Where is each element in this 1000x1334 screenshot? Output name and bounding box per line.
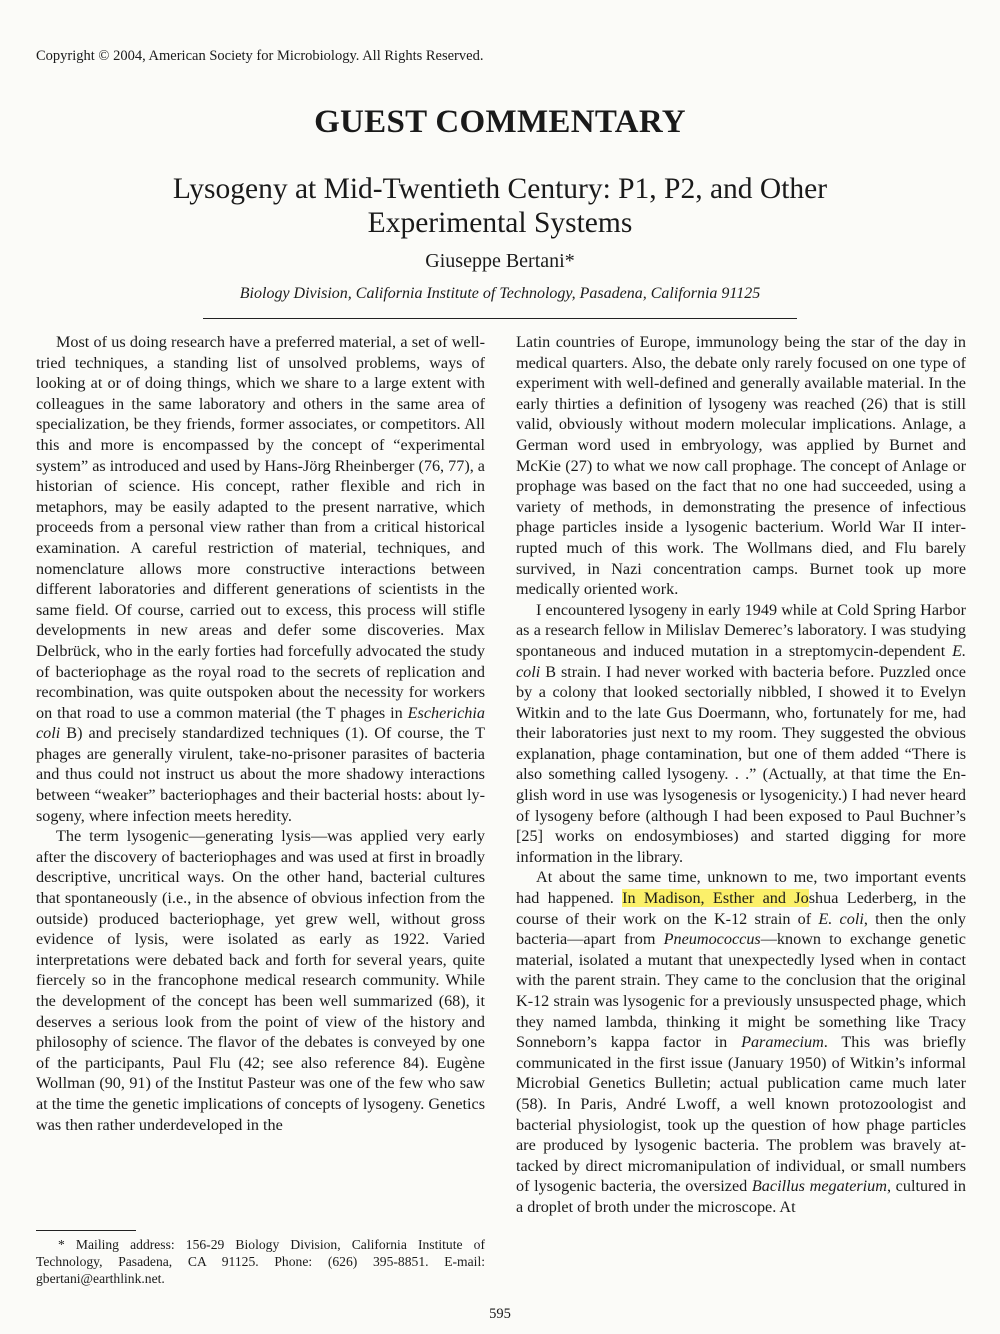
highlighted-text: In Madison, Esther and Jo	[622, 889, 809, 908]
left-column	[36, 332, 485, 1135]
section-heading: GUEST COMMENTARY	[314, 104, 686, 140]
text-run: —known to exchange genetic material, isolated a mutant that unexpectedly lysed when in contact with the parent strain. They came to the conclusion that the original K-12 strain was lysogenic for a previously unsuspected phage, which they named lambda, thinking it might be something like Tracy Sonneborn’s kappa factor in	[516, 930, 966, 1052]
title-divider	[203, 318, 797, 319]
text-run: I encountered lysogeny in early 1949 while at Cold Spring Harbor as a research fellow in Milislav Demerec’s laboratory. I was studying spontaneous and induced mutation in a streptomycin-dependent	[516, 600, 966, 660]
text-run: shua Lederberg, in the course of their work on the K-12 strain of	[516, 889, 966, 928]
italic-term: Bacillus megaterium	[751, 1177, 887, 1196]
footnote	[36, 1236, 485, 1287]
text-run: , cultured in a droplet of broth under the microscope. At	[516, 1177, 966, 1216]
italic-term: E. coli	[818, 909, 864, 928]
article-title	[80, 172, 920, 240]
page-number: 595	[489, 1306, 511, 1322]
text-run: B strain. I had never worked with bacteria before. Puzzled once by a colony that looked sectorially nibbled, I showed it to Evelyn Witkin and to the late Gus Doermann, who, fortunately for me, had their laboratories just next to my room. They suggested the obvious explanation, phage contamination, but one of them added “There is also something called lysogeny. . .” (Actually, at that time the English word in use was lysogenesis or lysogenicity.) I had never heard of lysogeny before (although I had been exposed to Paul Buchner’s [25] works on endosymbioses) and started digging for more information in the library.	[516, 662, 966, 866]
text-run: . This was briefly communicated in the first issue (January 1950) of Witkin’s informal Microbial Genetics Bulletin; actual publication came much later (58). In Paris, André Lwoff, a well known protozoologist and bacterial physiologist, took up the question of how phage particles are produced by lysogenic bacteria. The problem was bravely attacked by direct micromanipulation of individual, or small numbers of lysogenic bacteria, the oversized	[516, 1033, 967, 1196]
italic-term: Paramecium	[741, 1033, 824, 1052]
text-run: B) and precisely standardized techniques (1). Of course, the T phages are generally virulent, take-no-prisoner parasites of bacteria and thus could not instruct us about the more shadowy interactions between “weaker” bacteriophages and their bacterial hosts: about lysogeny, where infection meets heredity.	[36, 724, 485, 825]
paragraph: The term lysogenic—generating lysis—was applied very early after the discovery of bacteriophages and was used at first in broadly descriptive, uncritical ways. On the other hand, bacterial cultures that spontaneously (i.e., in the absence of obvious infection from the outside) produced bacteriophage, yet grew well, without gross evidence of lysis, were isolated as early as 1922. Varied interpretations were debated back and forth for several years, quite fiercely so in the francophone medical research community. While the development of the concept has been well summarized (68), it deserves a serious look from the point of view of the history and philosophy of science. The flavor of the debates is conveyed by one of the participants, Paul Flu (42; see also reference 84). Eugène Wollman (90, 91) of the Institut Pasteur was one of the few who saw at the time the genetic implications of concepts of lysogeny. Genetics was then rather underdeveloped in the	[36, 827, 485, 1134]
title-line-1: Lysogeny at Mid-Twentieth Century: P1, P2, and Other	[172, 173, 828, 205]
footnote-divider	[36, 1230, 136, 1231]
text-run: At about the same time, unknown to me, two important events had happened.	[516, 868, 966, 908]
paragraph	[36, 332, 485, 826]
right-column	[516, 332, 966, 1218]
paragraph	[516, 600, 966, 868]
italic-term: E. coli	[516, 641, 966, 681]
author-name: Giuseppe Bertani*	[425, 250, 575, 272]
title-line-2: Experimental Systems	[367, 207, 633, 239]
paragraph	[516, 867, 966, 1217]
text-run: , then the only bacteria—apart from	[516, 909, 966, 949]
copyright-notice: Copyright © 2004, American Society for Microbiology. All Rights Reserved.	[36, 48, 484, 64]
paragraph: Latin countries of Europe, immunology being the star of the day in medical quarters. Also, the debate only rarely focused on one type of experiment with well-defined and generally available material. In the early thirties a definition of lysogeny was reached (26) that is still valid, obviously without modern molecular implications. Anlage, a German word used in embryology, was applied by Burnet and McKie (27) to what we now call prophage. The concept of Anlage or prophage was based on the fact that no one had succeeded, using a variety of methods, in demonstrating the presence of infectious phage particles inside a lysogenic bacterium. World War II interrupted much of this work. The Wollmans died, and Flu barely survived, in Nazi concentration camps. Burnet took up more medically oriented work.	[516, 333, 966, 599]
text-run: Most of us doing research have a preferred material, a set of well-tried techniques, a standing list of unsolved problems, ways of looking at or of doing things, which we share to a large extent with colleagues in the same laboratory and others in the same area of specialization, be they friends, former associates, or competitors. All this and more is encompassed by the concept of “experimental system” as introduced and used by Hans-Jörg Rheinberger (76, 77), a historian of science. His concept, rather flexible and rich in metaphors, may be easily adapted to the present narrative, which proceeds from a personal view rather than from a critical historical examination. A careful restriction of material, techniques, and nomenclature allows more constructive interactions between different laboratories and different generations of scientists in the same field. Of course, carried out to excess, this process will stifle developments in new areas and defer some discoveries. Max Delbrück, who in the early forties had forcefully advocated the study of bacteriophage as the royal road to the secrets of replication and recombination, was quite outspoken about the necessity for workers on that road to use a common material (the T phages in	[36, 333, 485, 722]
footnote-text: * Mailing address: 156-29 Biology Division, California Institute of Technology, Pasadena, CA 91125. Phone: (626) 395-8851. E-mail: gbertani@earthlink.net.	[36, 1237, 485, 1286]
italic-term: Escherichia coli	[36, 703, 485, 743]
italic-term: Pneumococcus	[663, 930, 761, 949]
author-affiliation: Biology Division, California Institute of Technology, Pasadena, California 91125	[239, 285, 761, 302]
